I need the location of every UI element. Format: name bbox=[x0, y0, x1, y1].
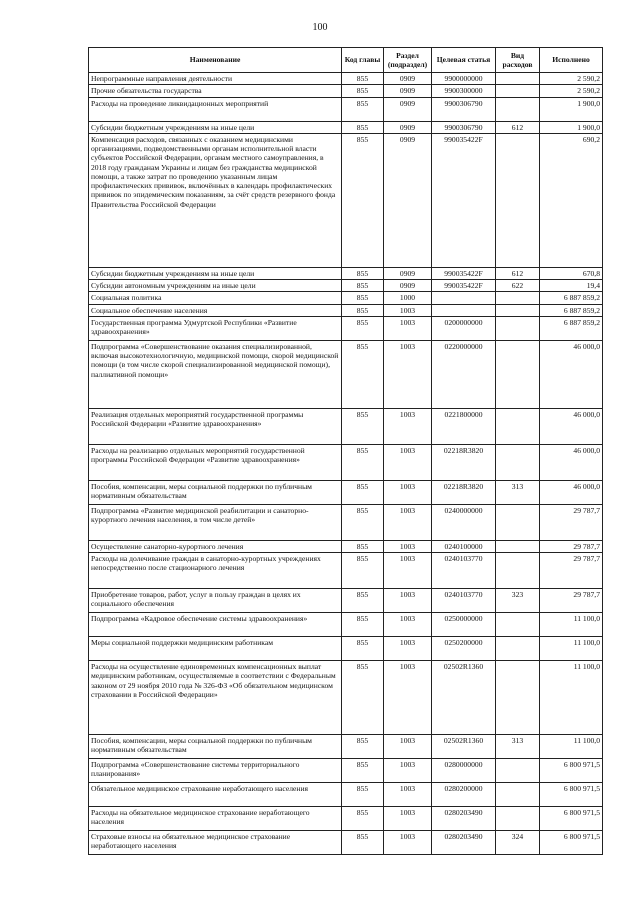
table-row bbox=[89, 540, 603, 552]
table-header-row bbox=[89, 48, 603, 73]
cell-code: 855 bbox=[342, 85, 384, 97]
cell-name: Непрограммные направления деятельности bbox=[89, 73, 342, 85]
cell-section: 1003 bbox=[384, 661, 432, 735]
cell-code: 855 bbox=[342, 121, 384, 133]
cell-section: 1003 bbox=[384, 340, 432, 408]
table-row bbox=[89, 267, 603, 279]
cell-code: 855 bbox=[342, 807, 384, 831]
cell-name: Расходы на осуществление единовременных компенсационных выплат медицинским работникам, осуществляемые в соответствии с Федеральным законом от 29 ноября 2010 года № 326-ФЗ «Об обязательном медицинском страховании в Российской Федерации» bbox=[89, 661, 342, 735]
cell-article: 0240103770 bbox=[432, 553, 496, 589]
cell-value: 11 100,0 bbox=[540, 735, 603, 759]
table-row bbox=[89, 480, 603, 504]
cell-section: 0909 bbox=[384, 73, 432, 85]
header-name: Наименование bbox=[89, 48, 342, 73]
cell-name: Расходы на проведение ликвидационных мероприятий bbox=[89, 97, 342, 121]
cell-value: 1 900,0 bbox=[540, 121, 603, 133]
cell-name: Страховые взносы на обязательное медицинское страхование неработающего населения bbox=[89, 831, 342, 855]
cell-value: 6 800 971,5 bbox=[540, 759, 603, 783]
cell-section: 0909 bbox=[384, 280, 432, 292]
cell-value: 6 887 859,2 bbox=[540, 316, 603, 340]
cell-name: Расходы на долечивание граждан в санаторно-курортных учреждениях непосредственно после стационарного лечения bbox=[89, 553, 342, 589]
cell-code: 855 bbox=[342, 133, 384, 267]
cell-name: Подпрограмма «Совершенствование оказания специализированной, включая высокотехнологичную, медицинской помощи, скорой медицинской помощи (в том числе скорой специализированной медицинской помощи), паллиативной помощи» bbox=[89, 340, 342, 408]
cell-article: 0280203490 bbox=[432, 807, 496, 831]
cell-type bbox=[496, 504, 540, 540]
cell-section: 1003 bbox=[384, 540, 432, 552]
cell-article: 0240000000 bbox=[432, 504, 496, 540]
cell-article: 990035422F bbox=[432, 267, 496, 279]
table-row bbox=[89, 85, 603, 97]
header-article: Целевая статья bbox=[432, 48, 496, 73]
cell-name: Подпрограмма «Совершенствование системы территориального планирования» bbox=[89, 759, 342, 783]
cell-name: Реализация отдельных мероприятий государственной программы Российской Федерации «Развитие здравоохранения» bbox=[89, 408, 342, 444]
cell-type bbox=[496, 783, 540, 807]
cell-section: 1003 bbox=[384, 759, 432, 783]
cell-section: 1003 bbox=[384, 408, 432, 444]
cell-article: 0280000000 bbox=[432, 759, 496, 783]
page-number: 100 bbox=[312, 22, 328, 33]
cell-value: 2 590,2 bbox=[540, 73, 603, 85]
cell-name: Государственная программа Удмуртской Республики «Развитие здравоохранения» bbox=[89, 316, 342, 340]
header-value: Исполнено bbox=[540, 48, 603, 73]
cell-value: 670,8 bbox=[540, 267, 603, 279]
cell-code: 855 bbox=[342, 480, 384, 504]
cell-name: Меры социальной поддержки медицинским работникам bbox=[89, 637, 342, 661]
cell-code: 855 bbox=[342, 783, 384, 807]
cell-article: 0200000000 bbox=[432, 316, 496, 340]
cell-code: 855 bbox=[342, 759, 384, 783]
cell-type bbox=[496, 304, 540, 316]
cell-section: 1003 bbox=[384, 637, 432, 661]
cell-section: 1003 bbox=[384, 444, 432, 480]
cell-code: 855 bbox=[342, 340, 384, 408]
cell-article: 990035422F bbox=[432, 280, 496, 292]
cell-type bbox=[496, 133, 540, 267]
cell-type bbox=[496, 637, 540, 661]
cell-type bbox=[496, 661, 540, 735]
cell-name: Субсидии бюджетным учреждениям на иные цели bbox=[89, 267, 342, 279]
cell-article: 990035422F bbox=[432, 133, 496, 267]
cell-code: 855 bbox=[342, 408, 384, 444]
cell-type bbox=[496, 408, 540, 444]
table-row bbox=[89, 637, 603, 661]
cell-code: 855 bbox=[342, 316, 384, 340]
cell-article: 0221800000 bbox=[432, 408, 496, 444]
cell-section: 0909 bbox=[384, 267, 432, 279]
table-row bbox=[89, 807, 603, 831]
table-row bbox=[89, 304, 603, 316]
cell-section: 1003 bbox=[384, 831, 432, 855]
cell-type: 612 bbox=[496, 121, 540, 133]
cell-type: 612 bbox=[496, 267, 540, 279]
cell-value: 11 100,0 bbox=[540, 661, 603, 735]
cell-type: 622 bbox=[496, 280, 540, 292]
cell-value: 29 787,7 bbox=[540, 504, 603, 540]
cell-name: Социальная политика bbox=[89, 292, 342, 304]
table-row bbox=[89, 97, 603, 121]
table-row bbox=[89, 73, 603, 85]
table-row bbox=[89, 783, 603, 807]
table-row bbox=[89, 589, 603, 613]
cell-value: 46 000,0 bbox=[540, 444, 603, 480]
cell-name: Социальное обеспечение населения bbox=[89, 304, 342, 316]
cell-article: 02502R1360 bbox=[432, 735, 496, 759]
cell-code: 855 bbox=[342, 831, 384, 855]
cell-name: Приобретение товаров, работ, услуг в пользу граждан в целях их социального обеспечения bbox=[89, 589, 342, 613]
cell-section: 0909 bbox=[384, 133, 432, 267]
cell-article: 0280203490 bbox=[432, 831, 496, 855]
cell-value: 1 900,0 bbox=[540, 97, 603, 121]
table-row bbox=[89, 444, 603, 480]
cell-article: 9900300000 bbox=[432, 85, 496, 97]
cell-value: 11 100,0 bbox=[540, 613, 603, 637]
cell-value: 11 100,0 bbox=[540, 637, 603, 661]
cell-type: 313 bbox=[496, 735, 540, 759]
cell-article: 9900000000 bbox=[432, 73, 496, 85]
table-row bbox=[89, 831, 603, 855]
cell-value: 6 887 859,2 bbox=[540, 304, 603, 316]
cell-code: 855 bbox=[342, 267, 384, 279]
cell-value: 6 800 971,5 bbox=[540, 831, 603, 855]
cell-name: Обязательное медицинское страхование неработающего населения bbox=[89, 783, 342, 807]
cell-type bbox=[496, 316, 540, 340]
cell-code: 855 bbox=[342, 280, 384, 292]
cell-value: 6 887 859,2 bbox=[540, 292, 603, 304]
cell-code: 855 bbox=[342, 637, 384, 661]
cell-name: Подпрограмма «Развитие медицинской реабилитации и санаторно-курортного лечения населения, в том числе детей» bbox=[89, 504, 342, 540]
table-row bbox=[89, 504, 603, 540]
cell-type bbox=[496, 613, 540, 637]
cell-name: Пособия, компенсации, меры социальной поддержки по публичным нормативным обязательствам bbox=[89, 480, 342, 504]
cell-value: 46 000,0 bbox=[540, 340, 603, 408]
cell-name: Субсидии автономным учреждениям на иные цели bbox=[89, 280, 342, 292]
cell-section: 1003 bbox=[384, 807, 432, 831]
cell-section: 1003 bbox=[384, 735, 432, 759]
cell-type: 313 bbox=[496, 480, 540, 504]
cell-name: Субсидии бюджетным учреждениям на иные цели bbox=[89, 121, 342, 133]
table-row bbox=[89, 292, 603, 304]
cell-article: 02502R1360 bbox=[432, 661, 496, 735]
cell-type bbox=[496, 553, 540, 589]
cell-code: 855 bbox=[342, 504, 384, 540]
cell-code: 855 bbox=[342, 444, 384, 480]
cell-code: 855 bbox=[342, 661, 384, 735]
header-code: Код главы bbox=[342, 48, 384, 73]
cell-type bbox=[496, 73, 540, 85]
cell-article: 02218R3820 bbox=[432, 480, 496, 504]
cell-type: 323 bbox=[496, 589, 540, 613]
cell-article bbox=[432, 304, 496, 316]
cell-section: 1003 bbox=[384, 304, 432, 316]
cell-type: 324 bbox=[496, 831, 540, 855]
cell-value: 46 000,0 bbox=[540, 408, 603, 444]
cell-value: 690,2 bbox=[540, 133, 603, 267]
cell-article: 0240103770 bbox=[432, 589, 496, 613]
cell-section: 1003 bbox=[384, 613, 432, 637]
cell-section: 0909 bbox=[384, 121, 432, 133]
table-row bbox=[89, 735, 603, 759]
table-row bbox=[89, 340, 603, 408]
budget-table bbox=[88, 47, 603, 855]
cell-article bbox=[432, 292, 496, 304]
cell-value: 6 800 971,5 bbox=[540, 807, 603, 831]
header-type: Вид расходов bbox=[496, 48, 540, 73]
cell-type bbox=[496, 540, 540, 552]
table-row bbox=[89, 661, 603, 735]
cell-article: 9900306790 bbox=[432, 121, 496, 133]
cell-section: 1000 bbox=[384, 292, 432, 304]
cell-code: 855 bbox=[342, 735, 384, 759]
cell-name: Осуществление санаторно-курортного лечения bbox=[89, 540, 342, 552]
cell-code: 855 bbox=[342, 304, 384, 316]
cell-value: 29 787,7 bbox=[540, 553, 603, 589]
cell-article: 02218R3820 bbox=[432, 444, 496, 480]
cell-value: 2 590,2 bbox=[540, 85, 603, 97]
table-row bbox=[89, 553, 603, 589]
cell-code: 855 bbox=[342, 553, 384, 589]
cell-type bbox=[496, 340, 540, 408]
cell-code: 855 bbox=[342, 589, 384, 613]
cell-article: 0220000000 bbox=[432, 340, 496, 408]
table-row bbox=[89, 316, 603, 340]
cell-article: 0250200000 bbox=[432, 637, 496, 661]
table-row bbox=[89, 133, 603, 267]
cell-type bbox=[496, 444, 540, 480]
cell-value: 6 800 971,5 bbox=[540, 783, 603, 807]
cell-code: 855 bbox=[342, 292, 384, 304]
cell-type bbox=[496, 85, 540, 97]
cell-section: 0909 bbox=[384, 97, 432, 121]
cell-article: 9900306790 bbox=[432, 97, 496, 121]
cell-type bbox=[496, 807, 540, 831]
cell-type bbox=[496, 97, 540, 121]
cell-type bbox=[496, 292, 540, 304]
cell-section: 1003 bbox=[384, 316, 432, 340]
cell-section: 1003 bbox=[384, 504, 432, 540]
cell-value: 29 787,7 bbox=[540, 589, 603, 613]
table-row bbox=[89, 408, 603, 444]
cell-section: 1003 bbox=[384, 589, 432, 613]
cell-article: 0280200000 bbox=[432, 783, 496, 807]
cell-type bbox=[496, 759, 540, 783]
cell-value: 19,4 bbox=[540, 280, 603, 292]
cell-name: Расходы на обязательное медицинское страхование неработающего населения bbox=[89, 807, 342, 831]
table-row bbox=[89, 280, 603, 292]
cell-code: 855 bbox=[342, 97, 384, 121]
cell-code: 855 bbox=[342, 540, 384, 552]
table-row bbox=[89, 121, 603, 133]
table-row bbox=[89, 759, 603, 783]
cell-name: Компенсация расходов, связанных с оказанием медицинскими организациями, подведомственными органам исполнительной власти субъектов Российской Федерации, органам местного самоуправления, в 2018 году гражданам Украины и лицам без гражданства медицинской помощи, а также затрат по проведению указанным лицам профилактических прививок, включённых в календарь профилактических прививок по эпидемическим показаниям, за счёт средств резервного фонда Правительства Российской Федерации bbox=[89, 133, 342, 267]
cell-name: Расходы на реализацию отдельных мероприятий государственной программы Российской Федерации «Развитие здравоохранения» bbox=[89, 444, 342, 480]
cell-article: 0250000000 bbox=[432, 613, 496, 637]
cell-article: 0240100000 bbox=[432, 540, 496, 552]
cell-code: 855 bbox=[342, 613, 384, 637]
cell-section: 0909 bbox=[384, 85, 432, 97]
cell-value: 29 787,7 bbox=[540, 540, 603, 552]
cell-section: 1003 bbox=[384, 783, 432, 807]
header-section: Раздел (подраздел) bbox=[384, 48, 432, 73]
cell-section: 1003 bbox=[384, 553, 432, 589]
cell-value: 46 000,0 bbox=[540, 480, 603, 504]
cell-name: Подпрограмма «Кадровое обеспечение системы здравоохранения» bbox=[89, 613, 342, 637]
cell-section: 1003 bbox=[384, 480, 432, 504]
cell-code: 855 bbox=[342, 73, 384, 85]
cell-name: Прочие обязательства государства bbox=[89, 85, 342, 97]
table-row bbox=[89, 613, 603, 637]
cell-name: Пособия, компенсации, меры социальной поддержки по публичным нормативным обязательствам bbox=[89, 735, 342, 759]
